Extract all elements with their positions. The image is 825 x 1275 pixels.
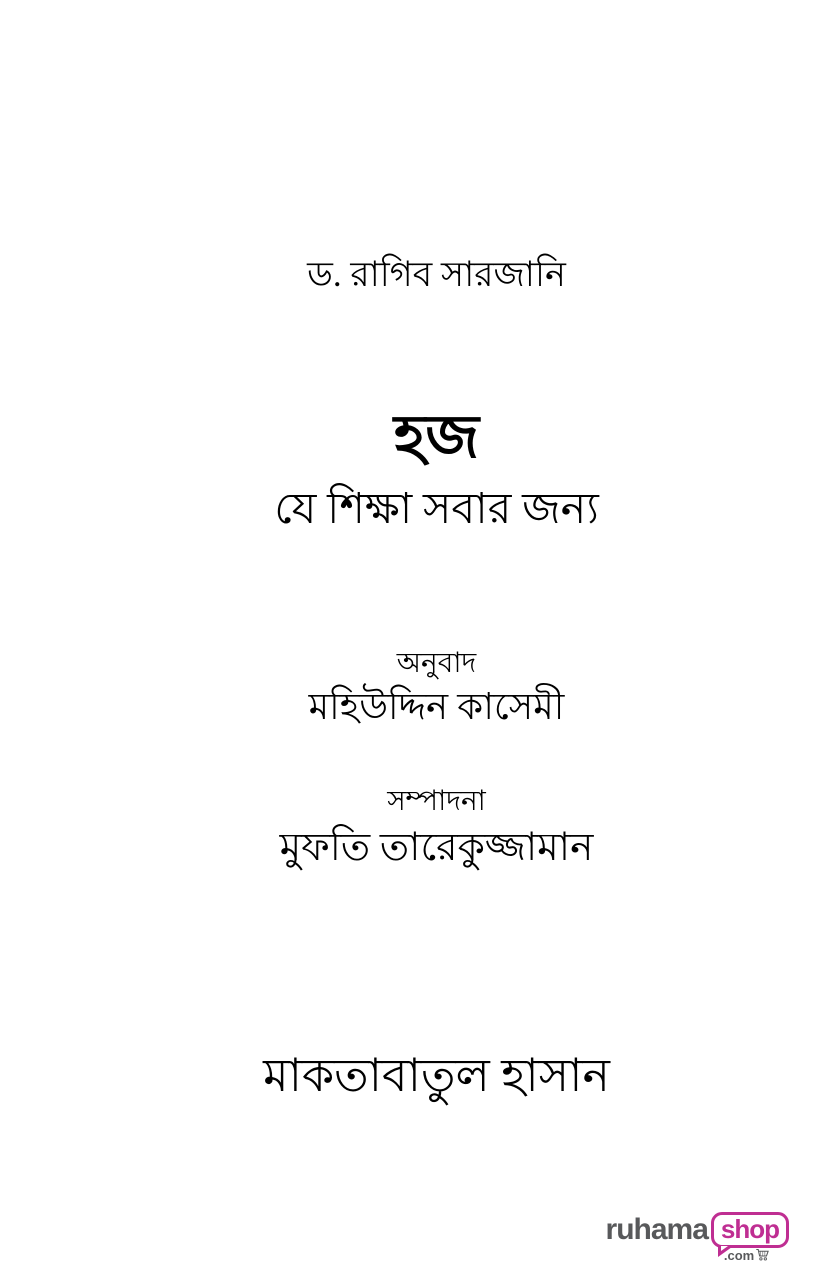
book-title: হজ [393, 404, 480, 470]
editor-name: মুফতি তারেকুজ্জামান [279, 826, 594, 869]
ruhamashop-watermark-logo [605, 1212, 789, 1263]
shopping-cart-icon [755, 1248, 770, 1263]
brand-shop-text: shop [711, 1212, 789, 1248]
book-subtitle: যে শিক্ষা সবার জন্য [274, 486, 599, 533]
brand-domain-row [724, 1248, 770, 1263]
brand-domain-text: .com [723, 1248, 755, 1263]
translator-name: মহিউদ্দিন কাসেমী [308, 687, 565, 728]
brand-shop-bubble [711, 1212, 789, 1263]
brand-ruhama-text: ruhama [605, 1213, 708, 1246]
editing-label: সম্পাদনা [387, 786, 486, 817]
publisher-name: মাকতাবাতুল হাসান [263, 1050, 610, 1101]
author-name: ড. রাগিব সারজানি [307, 255, 566, 294]
translation-label: অনুবাদ [396, 648, 477, 679]
